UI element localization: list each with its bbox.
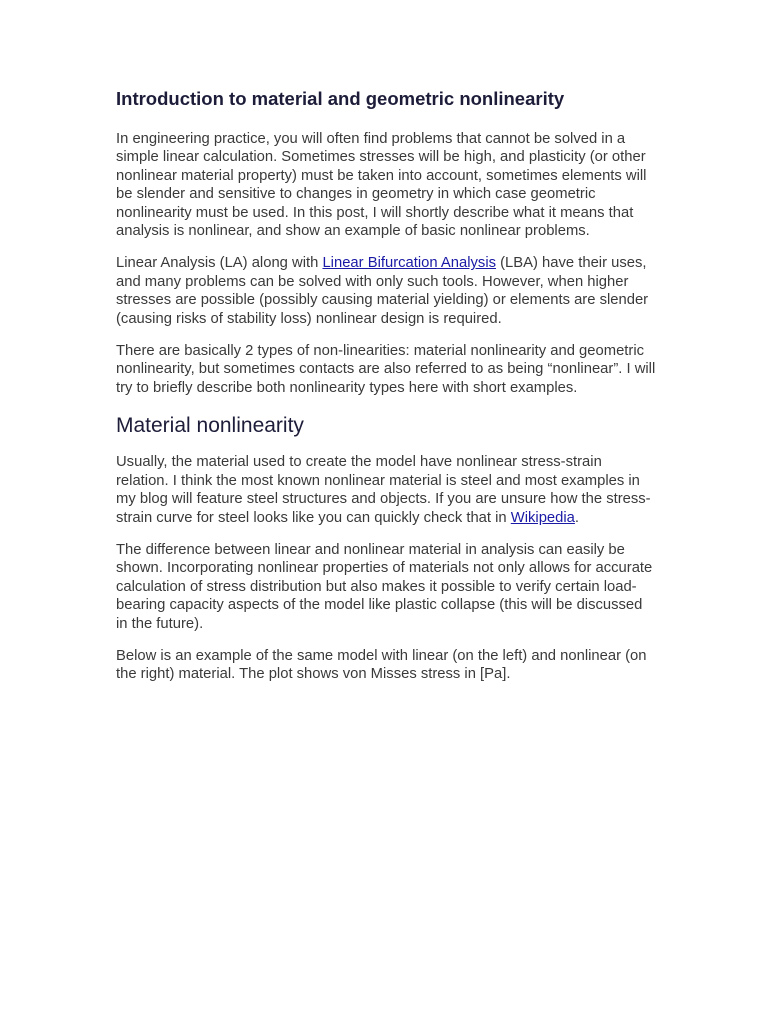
linear-bifurcation-analysis-link[interactable]: Linear Bifurcation Analysis: [322, 255, 496, 272]
difference-paragraph: The difference between linear and nonlinear material in analysis can easily be shown. Incorporating nonlinear properties of materials not only allows for accurate calculation of stress distribution but also makes it possible to verify certain load-bearing capacity aspects of the model like plastic collapse (this will be discussed in the future).: [116, 541, 653, 632]
intro-paragraph: In engineering practice, you will often find problems that cannot be solved in a simple linear calculation. Sometimes stresses will be high, and plasticity (or other nonlinear material property) must be taken into account, sometimes elements will be slender and sensitive to changes in geometry in which case geometric nonlinearity must be used. In this post, I will shortly describe what it means that analysis is nonlinear, and show an example of basic nonlinear problems.: [116, 131, 647, 240]
analysis-text-after: (LBA) have their uses, and many problems can be solved with only such tools. However, when higher stresses are possible (possibly causing material yielding) or elements are slender (causing risks of stability loss) nonlinear design is required.: [116, 255, 649, 327]
wikipedia-link[interactable]: Wikipedia: [510, 509, 575, 526]
article: [116, 86, 656, 698]
section-heading-material-nonlinearity: Material nonlinearity: [116, 414, 304, 438]
material-text-after: .: [574, 509, 580, 526]
material-paragraph: [116, 453, 656, 527]
example-paragraph: Below is an example of the same model with linear (on the left) and nonlinear (on the right) material. The plot shows von Misses stress in [Pa].: [116, 647, 647, 683]
material-text-before: Usually, the material used to create the model have nonlinear stress-strain relation. I think the most known nonlinear material is steel and most examples in my blog will feature steel structures and objects. If you are unsure how the stress-strain curve for steel looks like you can quickly check that in: [116, 454, 651, 526]
article-title: Introduction to material and geometric nonlinearity: [116, 88, 565, 109]
nonlinearity-types-paragraph: There are basically 2 types of non-linearities: material nonlinearity and geometric nonlinearity, but sometimes contacts are also referred to as being “nonlinear”. I will try to briefly describe both nonlinearity types here with short examples.: [116, 343, 656, 396]
analysis-text-before: Linear Analysis (LA) along with: [116, 255, 323, 272]
analysis-paragraph: [116, 254, 656, 328]
